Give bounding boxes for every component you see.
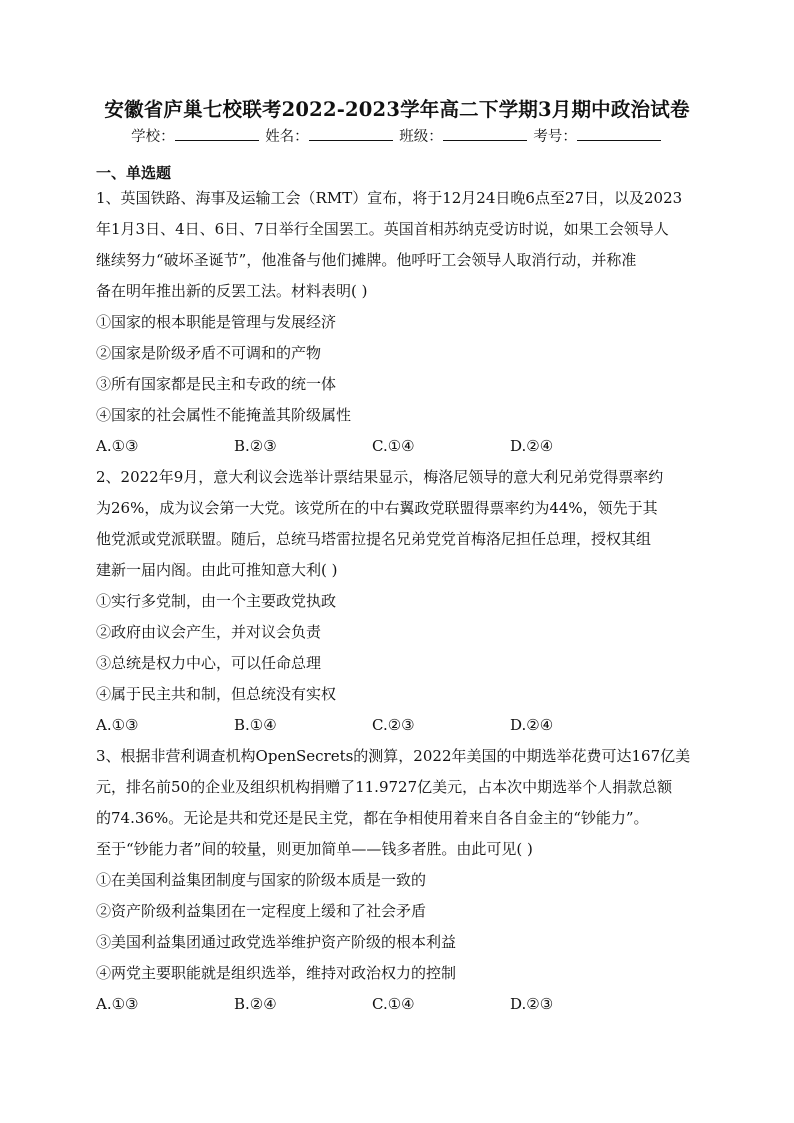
question-stem-line: 备在明年推出新的反罢工法。材料表明( ) <box>96 282 368 300</box>
question-stem-line: 3、根据非营利调查机构OpenSecrets的测算，2022年美国的中期选举花费可达167亿美 <box>96 747 691 765</box>
question-stem-line: 建新一届内阁。由此可推知意大利( ) <box>96 561 338 579</box>
question-3 <box>96 741 700 1020</box>
option-c[interactable]: C.①④ <box>372 995 415 1013</box>
option-d[interactable]: D.②③ <box>510 995 554 1013</box>
answer-options <box>96 710 700 741</box>
statement-4: ④两党主要职能就是组织选举，维持对政治权力的控制 <box>96 964 457 982</box>
question-stem-line: 至于“钞能力者”间的较量，则更加简单——钱多者胜。由此可见( ) <box>96 840 533 858</box>
question-stem-line: 1、英国铁路、海事及运输工会（RMT）宣布，将于12月24日晚6点至27日，以及2023 <box>96 189 683 207</box>
class-blank[interactable] <box>443 127 527 141</box>
questions <box>96 183 700 1020</box>
exam-number-blank[interactable] <box>577 127 661 141</box>
page-title: 安徽省庐巢七校联考2022-2023学年高二下学期3月期中政治试卷 <box>104 98 690 121</box>
option-b[interactable]: B.②③ <box>234 437 277 455</box>
statement-2: ②国家是阶级矛盾不可调和的产物 <box>96 344 322 362</box>
answer-options <box>96 989 700 1020</box>
school-label: 学校： <box>131 129 175 145</box>
question-stem-line: 年1月3日、4日、6日、7日举行全国罢工。英国首相苏纳克受访时说，如果工会领导人 <box>96 220 669 238</box>
statement-3: ③总统是权力中心，可以任命总理 <box>96 654 322 672</box>
option-c[interactable]: C.②③ <box>372 716 415 734</box>
statement-4: ④属于民主共和制，但总统没有实权 <box>96 685 337 703</box>
question-stem-line: 为26%，成为议会第一大党。该党所在的中右翼政党联盟得票率约为44%，领先于其 <box>96 499 658 517</box>
option-d[interactable]: D.②④ <box>510 437 554 455</box>
name-label: 姓名： <box>265 129 309 145</box>
exam-number-label: 考号： <box>533 129 577 145</box>
option-a[interactable]: A.①③ <box>96 437 139 455</box>
option-b[interactable]: B.①④ <box>234 716 277 734</box>
option-d[interactable]: D.②④ <box>510 716 554 734</box>
question-stem-line: 他党派或党派联盟。随后，总统马塔雷拉提名兄弟党党首梅洛尼担任总理，授权其组 <box>96 530 652 548</box>
statement-1: ①实行多党制，由一个主要政党执政 <box>96 592 337 610</box>
statement-1: ①国家的根本职能是管理与发展经济 <box>96 313 337 331</box>
answer-options <box>96 431 700 462</box>
statement-3: ③所有国家都是民主和专政的统一体 <box>96 375 337 393</box>
statement-3: ③美国利益集团通过政党选举维护资产阶级的根本利益 <box>96 933 457 951</box>
class-label: 班级： <box>399 129 443 145</box>
statement-2: ②资产阶级利益集团在一定程度上缓和了社会矛盾 <box>96 902 427 920</box>
statement-4: ④国家的社会属性不能掩盖其阶级属性 <box>96 406 352 424</box>
student-info-line <box>0 125 794 146</box>
option-b[interactable]: B.②④ <box>234 995 277 1013</box>
question-stem-line: 2、2022年9月，意大利议会选举计票结果显示，梅洛尼领导的意大利兄弟党得票率约 <box>96 468 664 486</box>
statement-2: ②政府由议会产生，并对议会负责 <box>96 623 322 641</box>
name-blank[interactable] <box>309 127 393 141</box>
question-2 <box>96 462 700 741</box>
statement-1: ①在美国利益集团制度与国家的阶级本质是一致的 <box>96 871 427 889</box>
option-a[interactable]: A.①③ <box>96 716 139 734</box>
question-1 <box>96 183 700 462</box>
section-title: 一、单选题 <box>96 164 172 182</box>
school-blank[interactable] <box>175 127 259 141</box>
option-c[interactable]: C.①④ <box>372 437 415 455</box>
question-stem-line: 元，排名前50的企业及组织机构捐赠了11.9727亿美元，占本次中期选举个人捐款总额 <box>96 778 673 796</box>
option-a[interactable]: A.①③ <box>96 995 139 1013</box>
question-stem-line: 继续努力“破坏圣诞节”，他准备与他们摊牌。他呼吁工会领导人取消行动，并称准 <box>96 251 637 269</box>
question-stem-line: 的74.36%。无论是共和党还是民主党，都在争相使用着来自各自金主的“钞能力”。 <box>96 809 649 827</box>
